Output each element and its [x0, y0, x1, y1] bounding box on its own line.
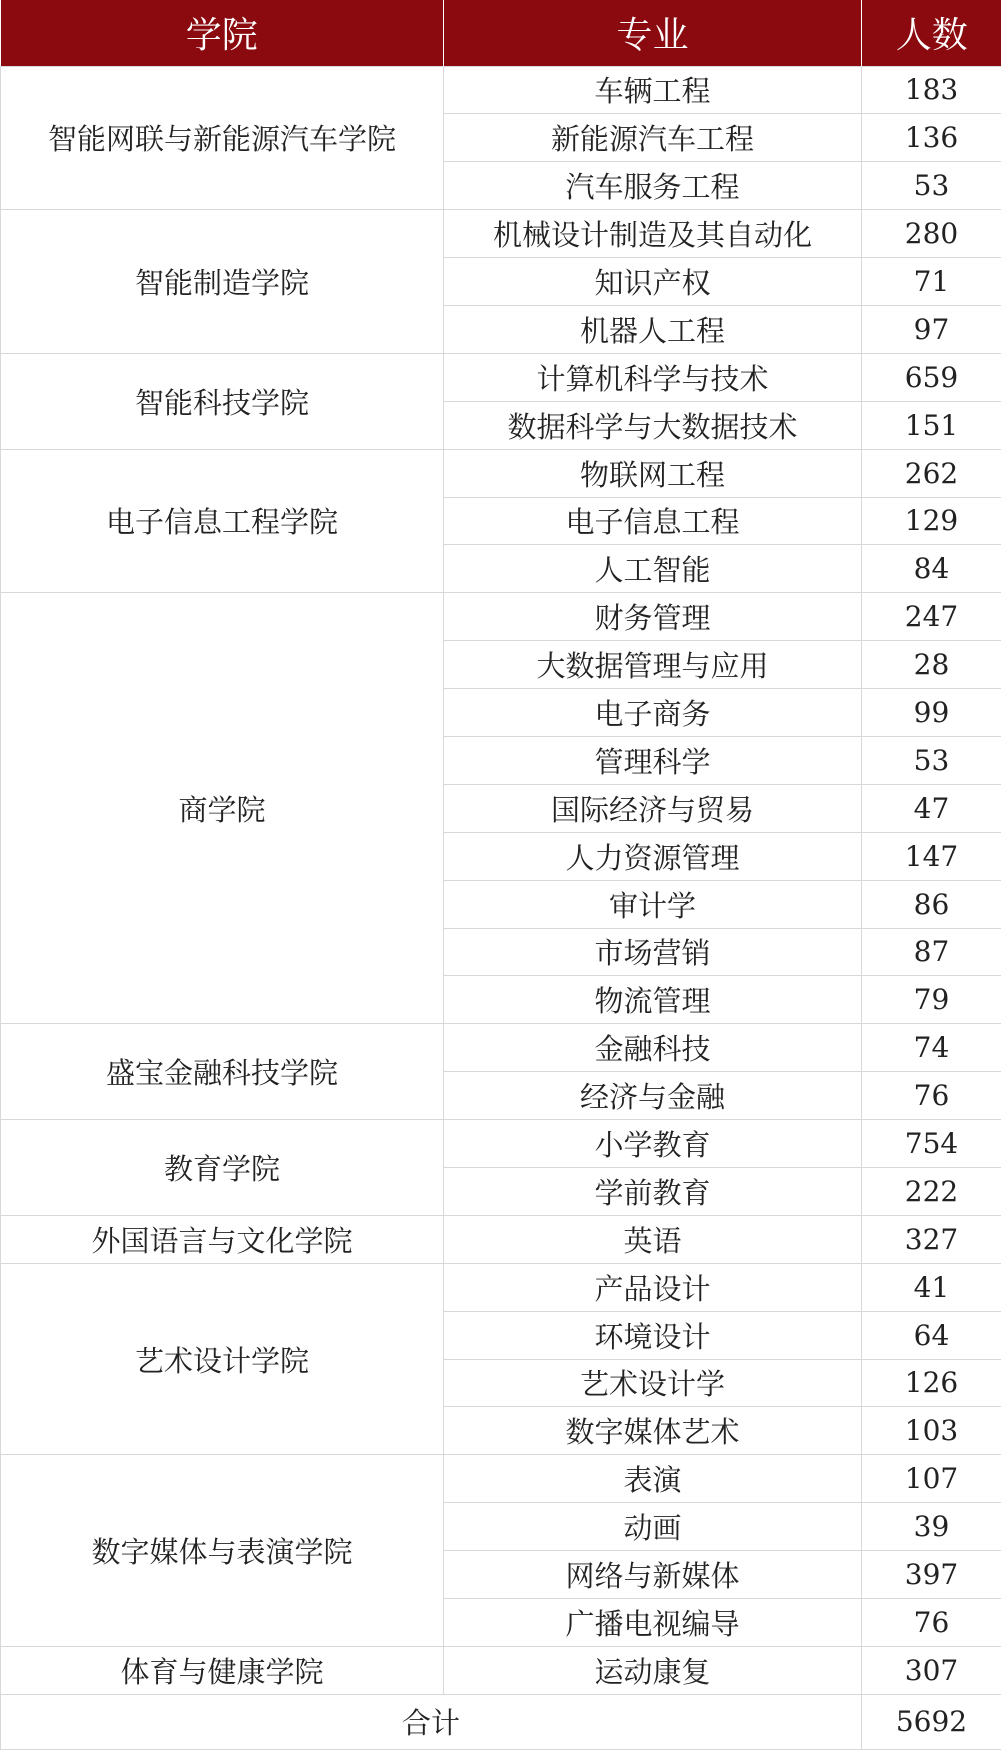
college-cell: 智能制造学院	[1, 210, 444, 354]
table-row	[1, 1263, 1001, 1311]
count-cell: 86	[862, 880, 1001, 928]
college-cell: 艺术设计学院	[1, 1263, 444, 1455]
total-count: 5692	[862, 1694, 1001, 1749]
table-row	[1, 353, 1001, 401]
count-cell: 754	[862, 1120, 1001, 1168]
header-college: 学院	[1, 0, 444, 66]
major-cell: 计算机科学与技术	[444, 353, 862, 401]
count-cell: 262	[862, 449, 1001, 497]
major-cell: 经济与金融	[444, 1072, 862, 1120]
count-cell: 183	[862, 66, 1001, 114]
header-major: 专业	[444, 0, 862, 66]
major-cell: 机械设计制造及其自动化	[444, 210, 862, 258]
table-row	[1, 593, 1001, 641]
count-cell: 41	[862, 1263, 1001, 1311]
major-cell: 市场营销	[444, 928, 862, 976]
count-cell: 136	[862, 114, 1001, 162]
count-cell: 107	[862, 1455, 1001, 1503]
major-cell: 动画	[444, 1503, 862, 1551]
major-cell: 网络与新媒体	[444, 1551, 862, 1599]
count-cell: 79	[862, 976, 1001, 1024]
total-label: 合计	[1, 1694, 862, 1749]
college-cell: 智能网联与新能源汽车学院	[1, 66, 444, 210]
count-cell: 659	[862, 353, 1001, 401]
major-cell: 审计学	[444, 880, 862, 928]
major-cell: 运动康复	[444, 1646, 862, 1694]
major-cell: 广播电视编导	[444, 1599, 862, 1647]
count-cell: 28	[862, 641, 1001, 689]
major-cell: 物流管理	[444, 976, 862, 1024]
major-cell: 人力资源管理	[444, 832, 862, 880]
major-cell: 国际经济与贸易	[444, 784, 862, 832]
major-cell: 管理科学	[444, 736, 862, 784]
count-cell: 84	[862, 545, 1001, 593]
count-cell: 103	[862, 1407, 1001, 1455]
college-cell: 体育与健康学院	[1, 1646, 444, 1694]
major-cell: 小学教育	[444, 1120, 862, 1168]
count-cell: 397	[862, 1551, 1001, 1599]
count-cell: 76	[862, 1599, 1001, 1647]
major-cell: 财务管理	[444, 593, 862, 641]
count-cell: 147	[862, 832, 1001, 880]
count-cell: 53	[862, 736, 1001, 784]
count-cell: 247	[862, 593, 1001, 641]
college-cell: 商学院	[1, 593, 444, 1024]
count-cell: 99	[862, 689, 1001, 737]
count-cell: 47	[862, 784, 1001, 832]
major-cell: 人工智能	[444, 545, 862, 593]
table-row	[1, 1024, 1001, 1072]
count-cell: 74	[862, 1024, 1001, 1072]
count-cell: 71	[862, 258, 1001, 306]
major-cell: 金融科技	[444, 1024, 862, 1072]
count-cell: 87	[862, 928, 1001, 976]
table-body	[1, 66, 1001, 1694]
major-cell: 车辆工程	[444, 66, 862, 114]
table-row	[1, 1215, 1001, 1263]
major-cell: 电子商务	[444, 689, 862, 737]
count-cell: 39	[862, 1503, 1001, 1551]
count-cell: 327	[862, 1215, 1001, 1263]
count-cell: 64	[862, 1311, 1001, 1359]
count-cell: 280	[862, 210, 1001, 258]
count-cell: 151	[862, 401, 1001, 449]
major-cell: 产品设计	[444, 1263, 862, 1311]
major-cell: 英语	[444, 1215, 862, 1263]
major-cell: 物联网工程	[444, 449, 862, 497]
major-cell: 知识产权	[444, 258, 862, 306]
college-cell: 盛宝金融科技学院	[1, 1024, 444, 1120]
college-cell: 外国语言与文化学院	[1, 1215, 444, 1263]
count-cell: 97	[862, 305, 1001, 353]
header-count: 人数	[862, 0, 1001, 66]
major-cell: 新能源汽车工程	[444, 114, 862, 162]
count-cell: 126	[862, 1359, 1001, 1407]
table-row	[1, 1455, 1001, 1503]
major-cell: 表演	[444, 1455, 862, 1503]
college-cell: 数字媒体与表演学院	[1, 1455, 444, 1647]
count-cell: 222	[862, 1167, 1001, 1215]
header-row	[1, 0, 1001, 66]
major-cell: 艺术设计学	[444, 1359, 862, 1407]
major-cell: 汽车服务工程	[444, 162, 862, 210]
total-row	[1, 1694, 1001, 1749]
major-cell: 环境设计	[444, 1311, 862, 1359]
count-cell: 76	[862, 1072, 1001, 1120]
major-cell: 电子信息工程	[444, 497, 862, 545]
major-cell: 数据科学与大数据技术	[444, 401, 862, 449]
table-row	[1, 210, 1001, 258]
table-row	[1, 1646, 1001, 1694]
major-cell: 学前教育	[444, 1167, 862, 1215]
major-cell: 数字媒体艺术	[444, 1407, 862, 1455]
table-row	[1, 66, 1001, 114]
count-cell: 53	[862, 162, 1001, 210]
major-cell: 机器人工程	[444, 305, 862, 353]
table-row	[1, 449, 1001, 497]
count-cell: 307	[862, 1646, 1001, 1694]
major-cell: 大数据管理与应用	[444, 641, 862, 689]
table-row	[1, 1120, 1001, 1168]
college-cell: 智能科技学院	[1, 353, 444, 449]
count-cell: 129	[862, 497, 1001, 545]
college-cell: 电子信息工程学院	[1, 449, 444, 593]
college-cell: 教育学院	[1, 1120, 444, 1216]
